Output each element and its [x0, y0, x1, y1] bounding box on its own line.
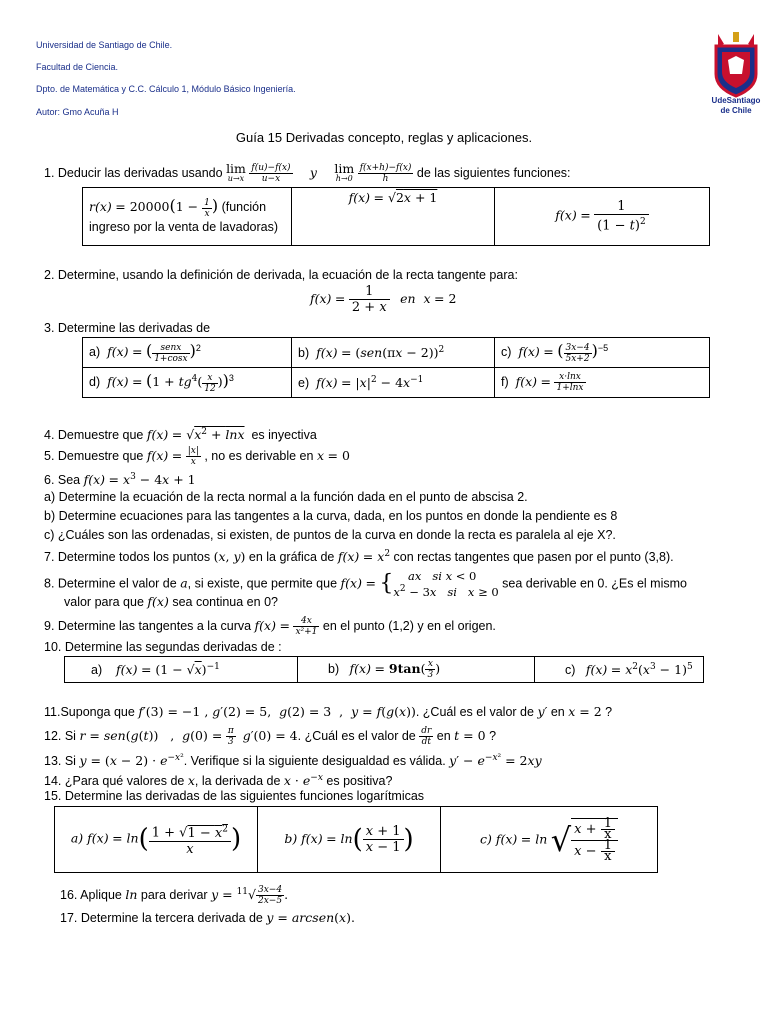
question-1: 1. Deducir las derivadas usando lim u→x $\frac{f(u)-f(x)}{u-x}$ y lim h→0 $\frac{f(x+h)-f(x)}{h}$ de las siguientes funciones:: [44, 160, 571, 184]
page-title: Guía 15 Derivadas concepto, reglas y aplicaciones.: [235, 130, 533, 145]
question-6: 6. Sea $f(x) = x^3 - 4x + 1$: [44, 472, 196, 488]
header-department: Dpto. de Matemática y C.C. Cálculo 1, Módulo Básico Ingeniería.: [36, 84, 296, 94]
logo-text-1: UdeSantiago: [711, 96, 761, 105]
q3-e: e) $f(x) = |x|^2 - 4x^{-1}$: [292, 368, 495, 398]
q1-table: [82, 187, 710, 246]
question-17: 17. Determine la tercera derivada de y = arcsen(x).: [60, 910, 355, 925]
header-faculty: Facultad de Ciencia.: [36, 62, 119, 72]
question-12: 12. Si r = sen(g(t)) , g(0) = $\frac{\pi}{3}$ g′(0) = 4. ¿Cuál es el valor de $\frac{dr}{dt}$ en t = 0 ?: [44, 726, 497, 747]
university-logo: [706, 30, 766, 122]
q3-c: c) f(x) = ( $\frac{3x-4}{5x+2}$ )$^{-5}$: [495, 338, 710, 368]
question-9: 9. Determine las tangentes a la curva f(x) = $\frac{4x}{\text{x²+1}}$ en el punto (1,2) y en el origen.: [44, 616, 496, 637]
q15-table: [54, 806, 658, 873]
question-14: 14. ¿Para qué valores de x, la derivada de $x \cdot e^{-x}$ es positiva?: [44, 773, 393, 789]
question-8-cont: valor para que f(x) sea continua en 0?: [64, 594, 278, 609]
question-16: 16. Aplique ln para derivar y = $^{11}$√ $\frac{3x-4}{2x-5}$ .: [60, 885, 289, 907]
q10-c: c) $f(x) = x^2(x^3 - 1)^5$: [535, 657, 704, 683]
question-10: 10. Determine las segundas derivadas de :: [44, 640, 282, 654]
question-4: 4. Demuestre que $f(x) = √x^2 + \ln x$ es inyectiva: [44, 427, 317, 443]
question-2: 2. Determine, usando la definición de derivada, la ecuación de la recta tangente para:: [44, 268, 518, 282]
question-15: 15. Determine las derivadas de las siguientes funciones logarítmicas: [44, 789, 425, 803]
q1-cell-3: f(x) = $\frac{1}{(1 - t)^2}$: [495, 188, 710, 246]
q15-b: b) f(x) = ln( $\frac{x + 1}{x - 1}$ ): [258, 807, 441, 873]
header-university: Universidad de Santiago de Chile.: [36, 40, 173, 50]
logo-text-2: de Chile: [720, 106, 752, 115]
q10-b: b) f(x) = 9tan( $\frac{x}{3}$ ): [298, 657, 535, 683]
question-7: 7. Determine todos los puntos (x, y) en la gráfica de $f(x) = x^2$ con rectas tangentes que pasen por el punto (3,8).: [44, 549, 674, 565]
question-11: 11.Suponga que f′(3) = −1 , g′(2) = 5, g(2) = 3 , y = f(g(x)). ¿Cuál es el valor de y′ en x = 2 ?: [44, 704, 613, 719]
q3-f: f) f(x) = $\frac{x\cdot\ln x}{1+\ln x}$: [495, 368, 710, 398]
q2-formula: f(x) = $\frac{1}{2 + x}$ en x = 2: [310, 284, 457, 315]
question-5: 5. Demuestre que f(x) = $\frac{|x|}{x}$ , no es derivable en x = 0: [44, 446, 350, 467]
question-6b: b) Determine ecuaciones para las tangentes a la curva, dada, en los puntos en donde la pendiente es 8: [44, 509, 618, 523]
question-6a: a) Determine la ecuación de la recta normal a la función dada en el punto de abscisa 2.: [44, 490, 528, 504]
q3-a: a) f(x) = ( $\frac{\text{senx}}{1+\cos x}$ )$^2$: [83, 338, 292, 368]
q3-table: [82, 337, 710, 398]
q15-c: c) f(x) = ln √ x + $\frac{1}{x}$ x − $\frac{1}{x}$: [441, 807, 658, 873]
q10-table: [64, 656, 704, 683]
question-3: 3. Determine las derivadas de: [44, 321, 211, 335]
q15-a: a) f(x) = ln( $\frac{1 + √1 - x^2}{x}$ ): [55, 807, 258, 873]
q10-a: a) $f(x) = (1 - √x)^{-1}$: [65, 657, 298, 683]
header-author: Autor: Gmo Acuña H: [36, 107, 119, 117]
question-6c: c) ¿Cuáles son las ordenadas, si existen, de puntos de la curva en donde la recta es paralela al eje X?.: [44, 528, 616, 542]
q1-cell-2: f(x) = √2x + 1: [292, 188, 495, 246]
q3-b: b) $f(x) = (sen(\pi x - 2))^2$: [292, 338, 495, 368]
q3-d: d) $f(x) = (1 + tg^4$( $\frac{x}{12}$ ))$^3$: [83, 368, 292, 398]
question-8: 8. Determine el valor de a, si existe, que permite que f(x) = { ax si x < 0 $x^2 - 3x$ si x ≥ 0 sea derivable en 0. ¿Es el mismo: [44, 569, 687, 599]
question-13: 13. Si $y = (x - 2) \cdot e^{-x^2}$. Verifique si la siguiente desigualdad es válida. $y' - e^{-x^2} = 2xy$: [44, 753, 542, 769]
q1-cell-1: r(x) = 20000(1 − $\frac{1}{x}$ ) (función ingreso por la venta de lavadoras): [83, 188, 292, 246]
